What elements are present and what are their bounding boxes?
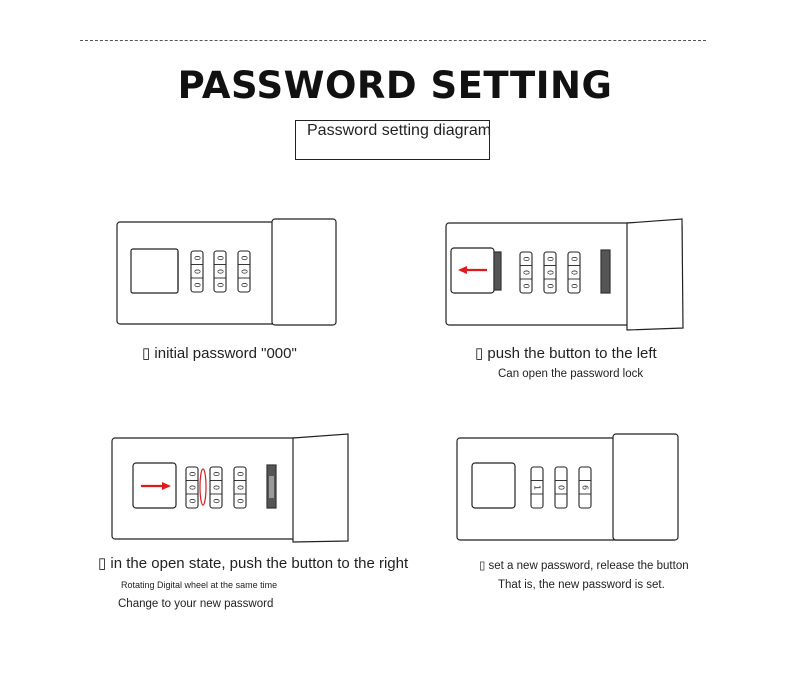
wheel-digit: 0 [187,498,197,504]
step-3-caption: ▯ in the open state, push the button to the right [98,555,409,572]
lock-lid [613,434,678,540]
wheel-digit: 0 [211,484,221,491]
wheel-digit: 0 [569,256,579,262]
wheel-digit: 6 [580,484,590,491]
wheel-digit: 0 [215,268,225,275]
page-title: PASSWORD SETTING [177,64,613,107]
step-4-caption: ▯ set a new password, release the button [479,560,689,572]
wheel-digit: 0 [215,255,225,261]
step-2-note: Can open the password lock [498,368,644,380]
wheel-digit: 0 [192,268,202,275]
wheel-digit: 0 [569,269,579,276]
step-3-note: Change to your new password [118,598,274,610]
wheel-digit: 0 [215,282,225,288]
wheel-digit: 0 [187,471,197,477]
diagram-subtitle: Password setting diagram [307,122,492,139]
wheel-digit: 0 [192,255,202,261]
wheel-digit: 0 [211,498,221,504]
digit-wheel [579,467,591,508]
wheel-digit: 0 [521,283,531,289]
wheel-digit: 0 [545,256,555,262]
step-4-note: That is, the new password is set. [498,579,665,591]
wheel-digit: 0 [211,471,221,477]
wheel-digit: 0 [187,484,197,491]
wheel-digit: 0 [239,255,249,261]
wheel-digit: 0 [569,283,579,289]
digit-wheel [555,467,567,508]
digit-wheel [531,467,543,508]
step-1-caption: ▯ initial password "000" [142,345,297,362]
wheel-digit: 0 [239,282,249,288]
wheel-digit: 1 [532,484,542,491]
digit-wheels [531,467,591,508]
wheel-digit: 0 [235,498,245,504]
wheel-digit: 0 [235,484,245,491]
wheel-digit: 0 [192,282,202,288]
wheel-digit: 0 [545,283,555,289]
wheel-digit: 0 [556,484,566,491]
wheel-digit: 0 [235,471,245,477]
step-2-caption: ▯ push the button to the left [475,345,657,362]
wheel-digit: 0 [521,269,531,276]
wheel-digit: 0 [545,269,555,276]
wheel-digit: 0 [521,256,531,262]
step-3-small-note: Rotating Digital wheel at the same time [121,580,278,590]
wheel-digit: 0 [239,268,249,275]
